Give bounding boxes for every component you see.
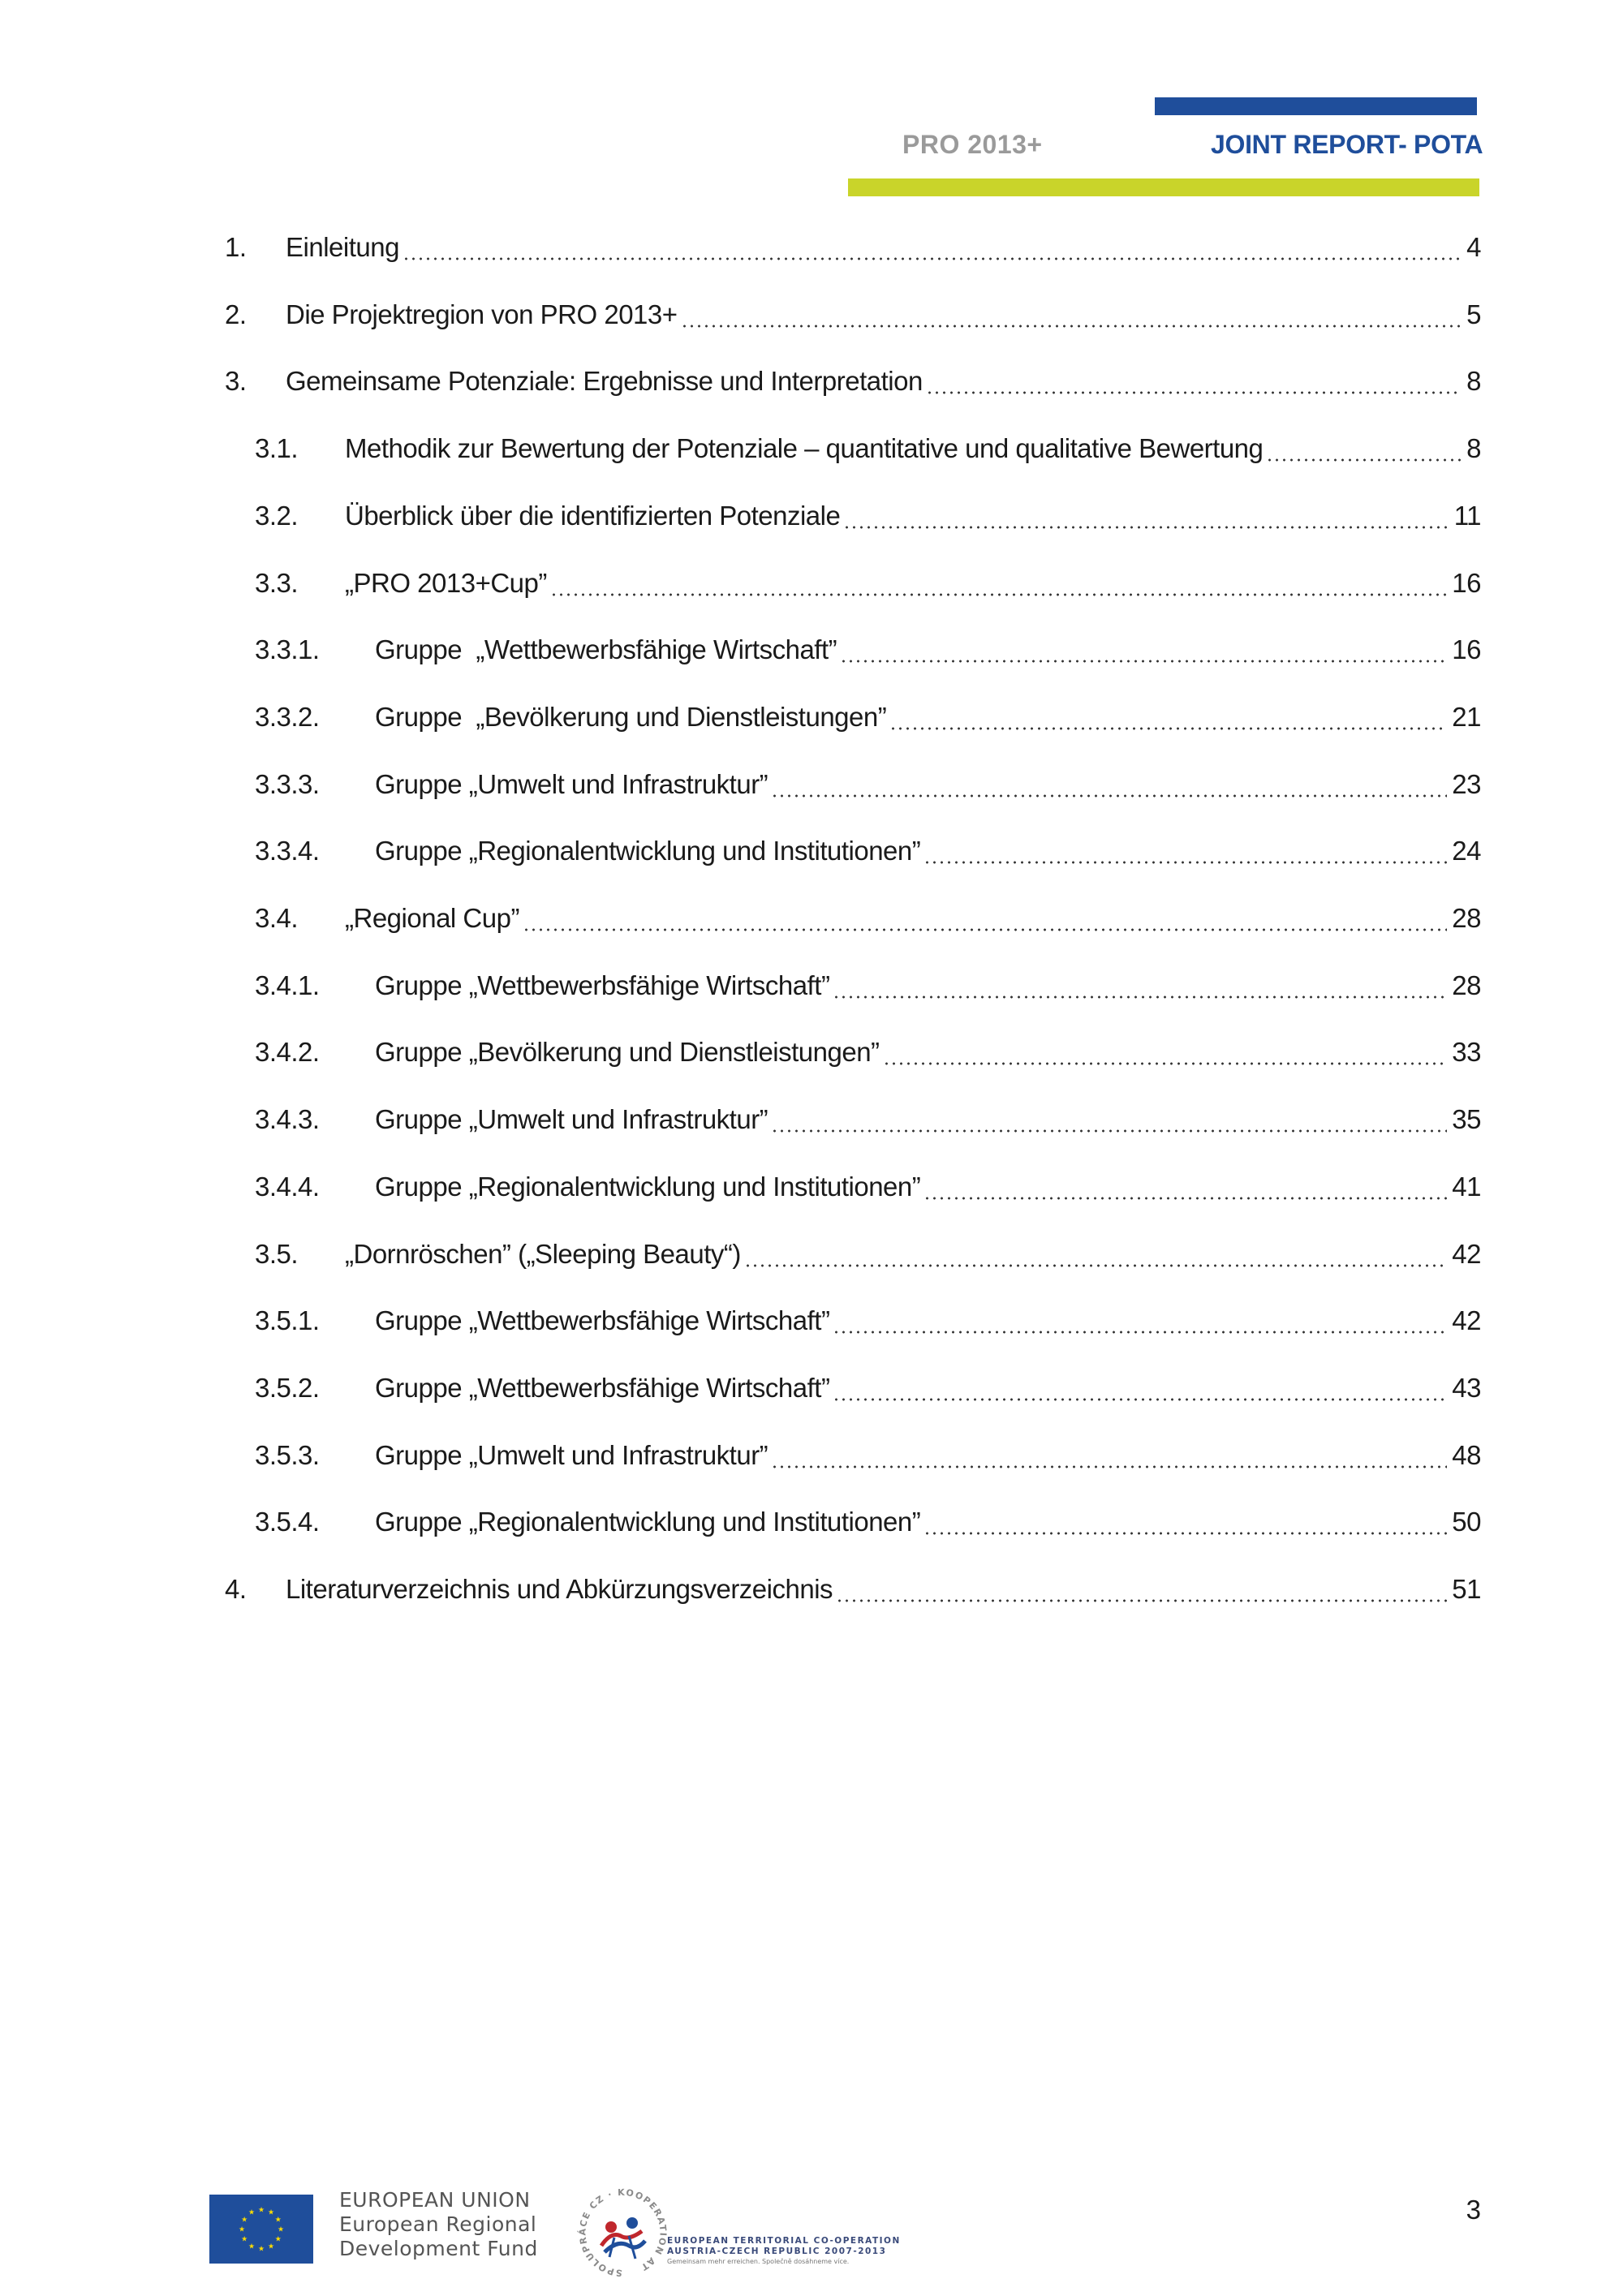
eu-star-icon: ★ bbox=[248, 2242, 256, 2251]
toc-entry-number: 3.3.4. bbox=[255, 836, 320, 866]
toc-entry[interactable] bbox=[255, 827, 1481, 867]
eu-star-icon: ★ bbox=[238, 2225, 246, 2234]
toc-entry-title: Gruppe „Wettbewerbsfähige Wirtschaft” bbox=[375, 1305, 830, 1335]
toc-entry[interactable] bbox=[255, 961, 1481, 1002]
toc-entry-number: 3.5.4. bbox=[255, 1507, 320, 1537]
eu-line-2: European Regional bbox=[339, 2212, 537, 2236]
eu-line-1: EUROPEAN UNION bbox=[339, 2188, 531, 2212]
toc-entry-number: 3.3. bbox=[255, 568, 299, 598]
toc-dot-leader bbox=[840, 634, 1447, 666]
cooperation-logo-icon bbox=[572, 2182, 674, 2280]
eu-star-icon: ★ bbox=[248, 2208, 256, 2217]
logo-ring-text: SPOLUPRÁCE CZ · KOOPERATION AT bbox=[577, 2186, 669, 2279]
toc-entry-number: 3.5.2. bbox=[255, 1373, 320, 1403]
toc-entry-number: 3.4.4. bbox=[255, 1172, 320, 1202]
toc-entry-number: 3.5.1. bbox=[255, 1305, 320, 1335]
eu-star-icon: ★ bbox=[241, 2216, 248, 2225]
toc-dot-leader bbox=[883, 1036, 1448, 1068]
toc-entry-title: Gruppe „Regionalentwicklung und Institutionen” bbox=[375, 1172, 921, 1202]
header-project-name: PRO 2013+ bbox=[902, 130, 1043, 159]
toc-entry[interactable] bbox=[225, 223, 1481, 264]
eu-star-icon: ★ bbox=[274, 2235, 282, 2244]
toc-entry-page: 8 bbox=[1466, 366, 1481, 396]
toc-entry-page: 41 bbox=[1452, 1172, 1481, 1202]
toc-entry-number: 3.4.3. bbox=[255, 1104, 320, 1134]
toc-entry[interactable] bbox=[255, 693, 1481, 733]
toc-dot-leader bbox=[744, 1238, 1447, 1271]
toc-entry-number: 3. bbox=[225, 366, 247, 396]
toc-entry-page: 50 bbox=[1452, 1507, 1481, 1537]
toc-entry-number: 3.2. bbox=[255, 501, 299, 531]
toc-entry-title: Überblick über die identifizierten Potenziale bbox=[345, 501, 841, 531]
toc-dot-leader bbox=[889, 701, 1447, 733]
toc-entry-page: 16 bbox=[1452, 568, 1481, 598]
toc-dot-leader bbox=[833, 1372, 1447, 1404]
svg-text:SPOLUPRÁCE CZ · KOOPERATION AT bbox=[577, 2187, 668, 2278]
toc-entry[interactable] bbox=[255, 1163, 1481, 1203]
etc-line-3: Gemeinsam mehr erreichen. Společně dosáhneme více. bbox=[667, 2258, 850, 2265]
toc-entry[interactable] bbox=[255, 894, 1481, 935]
toc-entry-title: Einleitung bbox=[286, 232, 399, 262]
toc-entry-number: 3.3.2. bbox=[255, 702, 320, 732]
toc-entry[interactable] bbox=[255, 1296, 1481, 1337]
eu-star-icon: ★ bbox=[267, 2208, 275, 2217]
eu-star-icon: ★ bbox=[257, 2206, 265, 2215]
toc-entry[interactable] bbox=[255, 1095, 1481, 1136]
toc-entry-title: „Regional Cup” bbox=[345, 903, 519, 933]
toc-entry-page: 28 bbox=[1452, 970, 1481, 1000]
etc-line-2: AUSTRIA-CZECH REPUBLIC 2007-2013 bbox=[667, 2247, 887, 2256]
toc-dot-leader bbox=[771, 1103, 1447, 1136]
etc-label bbox=[667, 2236, 901, 2267]
toc-entry[interactable] bbox=[225, 1565, 1481, 1606]
toc-entry-title: „PRO 2013+Cup” bbox=[345, 568, 547, 598]
toc-dot-leader bbox=[523, 902, 1447, 935]
toc-entry[interactable] bbox=[255, 492, 1481, 532]
eu-star-icon: ★ bbox=[257, 2245, 265, 2254]
toc-entry-page: 43 bbox=[1452, 1373, 1481, 1403]
toc-entry[interactable] bbox=[225, 290, 1481, 331]
toc-entry-number: 3.3.3. bbox=[255, 769, 320, 799]
toc-entry[interactable] bbox=[255, 1230, 1481, 1271]
toc-entry-title: Gruppe „Umwelt und Infrastruktur” bbox=[375, 1440, 768, 1470]
toc-dot-leader bbox=[923, 1506, 1447, 1538]
toc-entry-title: „Dornröschen” („Sleeping Beauty“) bbox=[345, 1239, 741, 1269]
toc-entry-title: Gruppe „Umwelt und Infrastruktur” bbox=[375, 769, 768, 799]
toc-dot-leader bbox=[681, 299, 1462, 331]
toc-entry-title: Die Projektregion von PRO 2013+ bbox=[286, 299, 678, 329]
toc-entry-title: Methodik zur Bewertung der Potenziale – quantitative und qualitative Bewertung bbox=[345, 433, 1264, 463]
toc-dot-leader bbox=[923, 835, 1447, 867]
toc-dot-leader bbox=[550, 567, 1447, 600]
toc-entry-number: 1. bbox=[225, 232, 247, 262]
toc-entry-number: 3.3.1. bbox=[255, 634, 320, 664]
toc-entry-page: 28 bbox=[1452, 903, 1481, 933]
toc-entry[interactable] bbox=[255, 559, 1481, 600]
toc-dot-leader bbox=[843, 500, 1449, 532]
toc-entry-title: Gruppe „Bevölkerung und Dienstleistungen” bbox=[375, 1037, 880, 1067]
toc-entry-number: 3.5.3. bbox=[255, 1440, 320, 1470]
eu-line-3: Development Fund bbox=[339, 2237, 538, 2260]
toc-entry[interactable] bbox=[255, 424, 1481, 465]
toc-entry[interactable] bbox=[255, 1498, 1481, 1538]
toc-dot-leader bbox=[1266, 432, 1462, 465]
eu-star-icon: ★ bbox=[274, 2216, 282, 2225]
toc-entry-page: 35 bbox=[1452, 1104, 1481, 1134]
toc-entry-title: Gruppe „Wettbewerbsfähige Wirtschaft” bbox=[375, 970, 830, 1000]
toc-entry-page: 16 bbox=[1452, 634, 1481, 664]
toc-dot-leader bbox=[836, 1573, 1447, 1606]
toc-dot-leader bbox=[771, 1439, 1447, 1472]
toc-entry-number: 4. bbox=[225, 1574, 247, 1604]
toc-dot-leader bbox=[403, 231, 1462, 264]
eu-fund-label bbox=[339, 2188, 538, 2261]
eu-star-icon: ★ bbox=[241, 2235, 248, 2244]
toc-entry-page: 8 bbox=[1466, 433, 1481, 463]
toc-entry-page: 5 bbox=[1466, 299, 1481, 329]
toc-entry-page: 33 bbox=[1452, 1037, 1481, 1067]
etc-line-1: EUROPEAN TERRITORIAL CO-OPERATION bbox=[667, 2236, 901, 2246]
toc-entry-page: 21 bbox=[1452, 702, 1481, 732]
toc-entry-page: 48 bbox=[1452, 1440, 1481, 1470]
toc-entry-number: 3.4. bbox=[255, 903, 299, 933]
toc-entry-number: 3.1. bbox=[255, 433, 299, 463]
toc-entry-title: Gruppe „Bevölkerung und Dienstleistungen” bbox=[375, 702, 887, 732]
page-number: 3 bbox=[1466, 2195, 1481, 2225]
toc-entry-page: 23 bbox=[1452, 769, 1481, 799]
toc-entry-title: Gruppe „Umwelt und Infrastruktur” bbox=[375, 1104, 768, 1134]
toc-entry-number: 3.4.2. bbox=[255, 1037, 320, 1067]
toc-entry-page: 42 bbox=[1452, 1239, 1481, 1269]
header-report-title: JOINT REPORT- POTA bbox=[1211, 130, 1483, 159]
eu-star-icon: ★ bbox=[277, 2225, 285, 2234]
toc-entry[interactable] bbox=[225, 357, 1481, 398]
toc-entry[interactable] bbox=[255, 626, 1481, 666]
toc-entry-number: 3.4.1. bbox=[255, 970, 320, 1000]
eu-flag-icon bbox=[209, 2195, 313, 2264]
toc-dot-leader bbox=[926, 365, 1462, 398]
toc-entry-title: Gruppe „Wettbewerbsfähige Wirtschaft” bbox=[375, 1373, 830, 1403]
toc-entry[interactable] bbox=[255, 1028, 1481, 1068]
toc-entry-page: 24 bbox=[1452, 836, 1481, 866]
toc-entry-page: 4 bbox=[1466, 232, 1481, 262]
toc-dot-leader bbox=[771, 768, 1447, 801]
toc-entry-page: 11 bbox=[1453, 501, 1481, 531]
toc-dot-leader bbox=[833, 970, 1447, 1002]
toc-dot-leader bbox=[923, 1171, 1447, 1203]
toc-entry-title: Gruppe „Wettbewerbsfähige Wirtschaft” bbox=[375, 634, 837, 664]
toc-entry-title: Gemeinsame Potenziale: Ergebnisse und Interpretation bbox=[286, 366, 923, 396]
toc-entry-title: Gruppe „Regionalentwicklung und Institutionen” bbox=[375, 836, 921, 866]
toc-entry-title: Gruppe „Regionalentwicklung und Institutionen” bbox=[375, 1507, 921, 1537]
toc-entry-page: 42 bbox=[1452, 1305, 1481, 1335]
toc-entry-number: 3.5. bbox=[255, 1239, 299, 1269]
toc-entry-number: 2. bbox=[225, 299, 247, 329]
eu-star-icon: ★ bbox=[267, 2242, 275, 2251]
toc-entry-title: Literaturverzeichnis und Abkürzungsverzeichnis bbox=[286, 1574, 833, 1604]
toc-entry[interactable] bbox=[255, 1431, 1481, 1472]
toc-entry-page: 51 bbox=[1452, 1574, 1481, 1604]
toc-entry[interactable] bbox=[255, 760, 1481, 801]
toc-dot-leader bbox=[833, 1305, 1447, 1337]
toc-entry[interactable] bbox=[255, 1364, 1481, 1404]
